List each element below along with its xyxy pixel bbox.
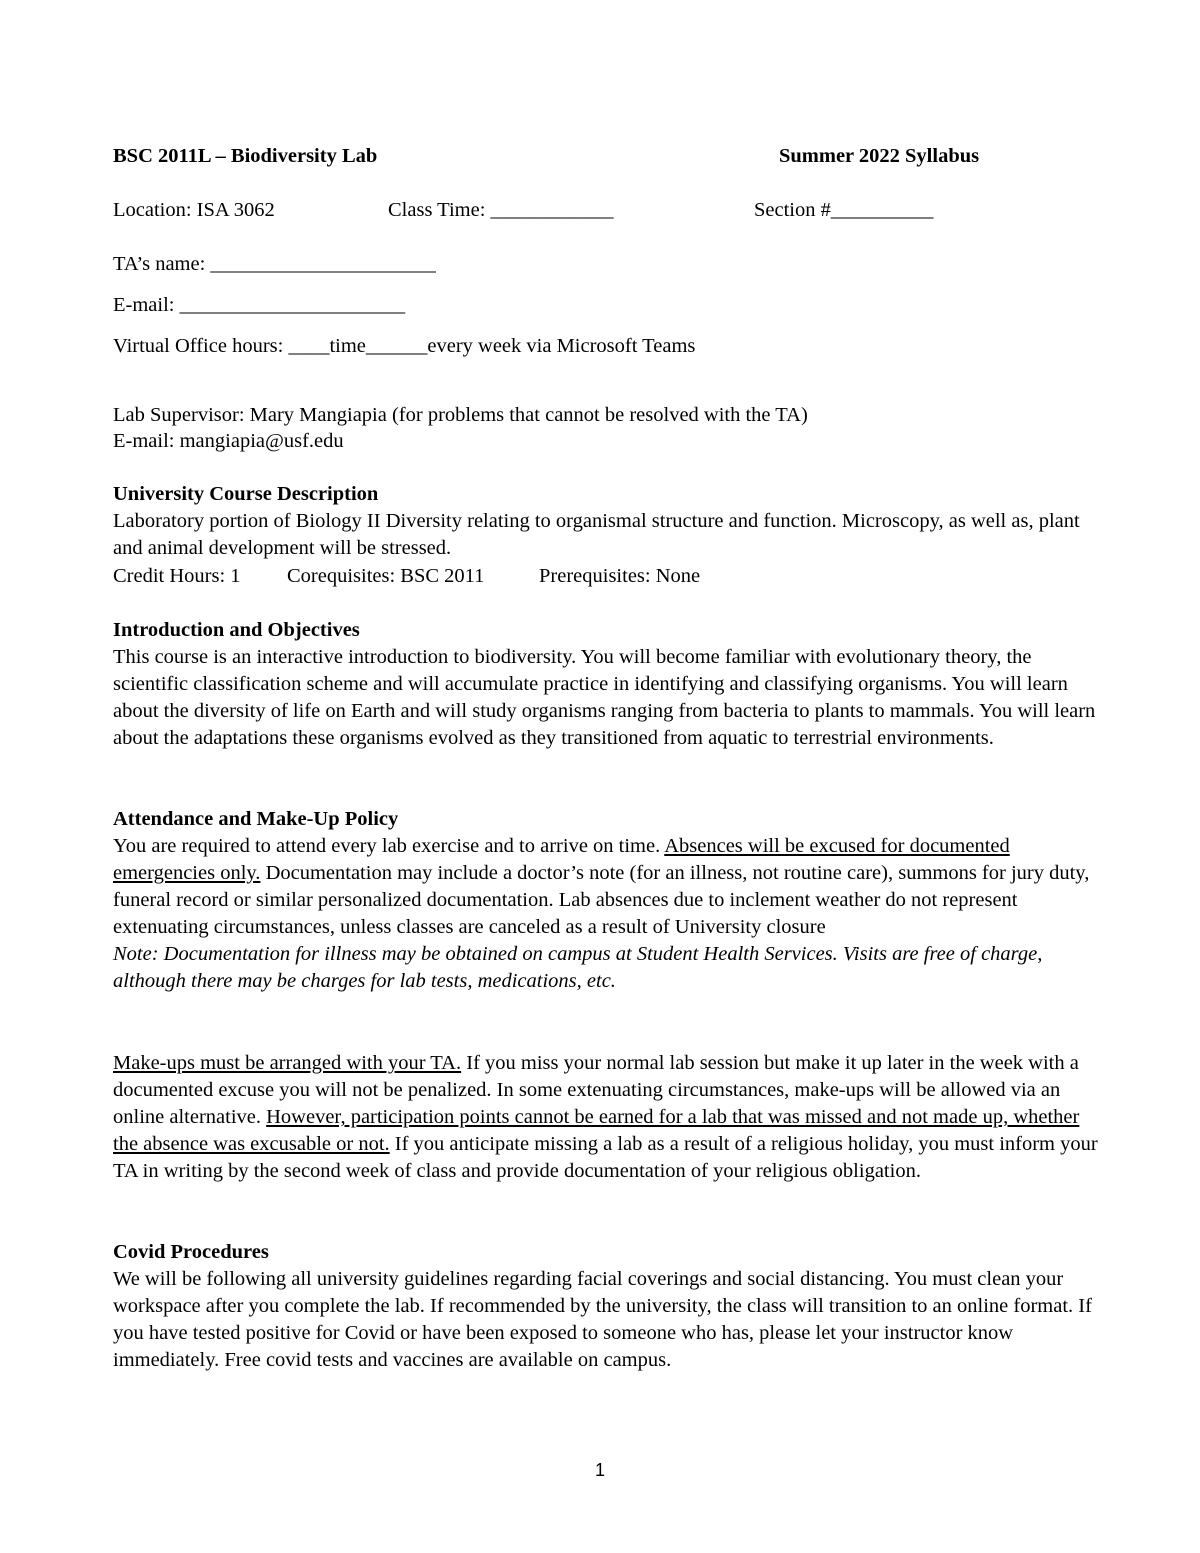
term-label: Summer 2022 Syllabus: [779, 145, 980, 167]
attendance-heading: Attendance and Make-Up Policy: [113, 808, 399, 830]
absence-policy-underlined: Absences will be excused for documented emergencies only.: [113, 835, 1010, 885]
makeup-paragraph: [113, 1050, 1098, 1185]
attendance-text: [113, 833, 1098, 996]
page-number: 1: [594, 1460, 605, 1480]
makeup-text-a: If you miss your normal lab session but make it up later in the week with a documented excuse you will not be penalized. In some extenuating circumstances, make-ups will be allowed via an online alternative.: [113, 1052, 1079, 1129]
attendance-text-b: Documentation may include a doctor’s note (for an illness, not routine care), summons for jury duty, funeral record or similar personalized documentation. Lab absences due to inclement weather do not represent extenuating circumstances, unless classes are canceled as a result of University closure: [113, 862, 1090, 939]
supervisor-email: E-mail: mangiapia@usf.edu: [113, 430, 344, 452]
makeup-text: [113, 1050, 1098, 1185]
location-field: Location: ISA 3062: [113, 199, 275, 221]
section-field: Section #__________: [754, 199, 934, 221]
prerequisites: Prerequisites: None: [539, 565, 701, 587]
health-services-note: Note: Documentation for illness may be obtained on campus at Student Health Services. Visits are free of charge, although there may be charges for lab tests, medications, etc.: [113, 943, 1043, 993]
makeup-text-b: If you anticipate missing a lab as a result of a religious holiday, you must inform your TA in writing by the second week of class and provide documentation of your religious obligation.: [113, 1133, 1098, 1183]
course-title: BSC 2011L – Biodiversity Lab: [113, 145, 378, 167]
makeup-rule-underlined: Make-ups must be arranged with your TA.: [113, 1052, 462, 1074]
participation-rule-underlined: However, participation points cannot be earned for a lab that was missed and not made up, whether the absence was excusable or not.: [113, 1106, 1080, 1156]
introduction-body: This course is an interactive introduction to biodiversity. You will become familiar with evolutionary theory, the scientific classification scheme and will accumulate practice in identifying and classifying organisms. You will learn about the diversity of life on Earth and will study organisms ranging from bacteria to plants to mammals. You will learn about the adaptations these organisms evolved as they transitioned from aquatic to terrestrial environments.: [113, 646, 1096, 750]
corequisites: Corequisites: BSC 2011: [287, 565, 485, 587]
credit-hours: Credit Hours: 1: [113, 565, 241, 587]
lab-supervisor: Lab Supervisor: Mary Mangiapia (for problems that cannot be resolved with the TA): [113, 404, 808, 426]
covid-heading: Covid Procedures: [113, 1241, 269, 1263]
attendance-paragraph: [113, 833, 1098, 941]
course-description-heading: University Course Description: [113, 483, 379, 505]
introduction-heading: Introduction and Objectives: [113, 619, 360, 641]
office-hours-field: Virtual Office hours: ____time______every week via Microsoft Teams: [113, 335, 696, 357]
attendance-text-a: You are required to attend every lab exercise and to arrive on time.: [113, 835, 665, 857]
course-description-text: [113, 508, 1103, 562]
ta-name-field: TA’s name: ______________________: [113, 253, 436, 275]
introduction-text: [113, 644, 1098, 752]
course-description-body: Laboratory portion of Biology II Diversity relating to organismal structure and function. Microscopy, as well as, plant and animal development will be stressed.: [113, 510, 1080, 560]
ta-email-field: E-mail: ______________________: [113, 294, 406, 316]
class-time-field: Class Time: ____________: [388, 199, 614, 221]
covid-body: We will be following all university guidelines regarding facial coverings and social distancing. You must clean your workspace after you complete the lab. If recommended by the university, the class will transition to an online format. If you have tested positive for Covid or have been exposed to someone who has, please let your instructor know immediately. Free covid tests and vaccines are available on campus.: [113, 1268, 1092, 1372]
covid-text: [113, 1266, 1098, 1374]
